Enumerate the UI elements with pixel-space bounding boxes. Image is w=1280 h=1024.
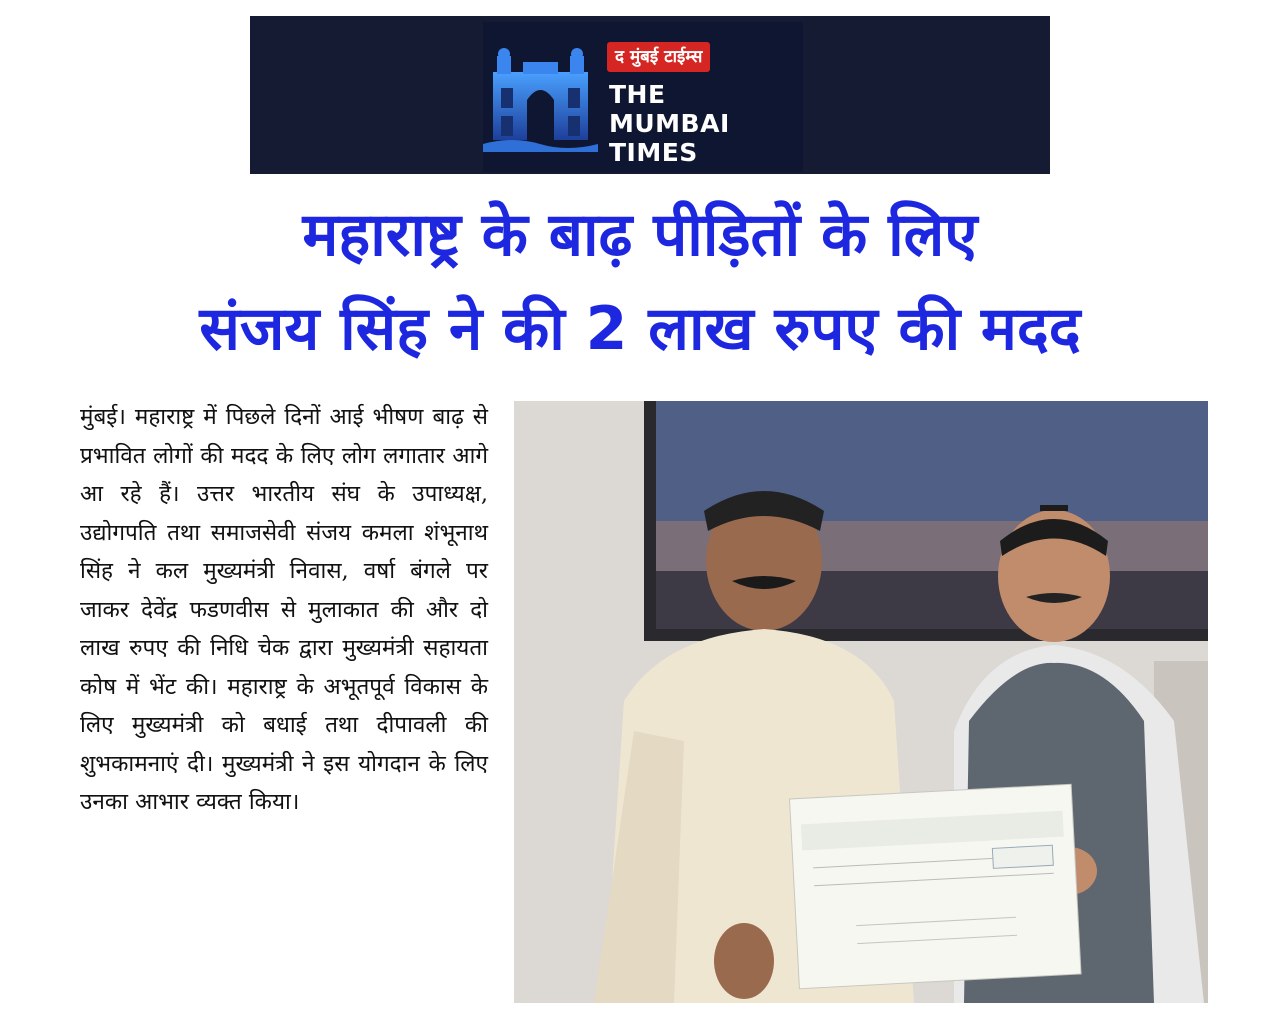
article-body: मुंबई। महाराष्ट्र में पिछले दिनों आई भीषण बाढ़ से प्रभावित लोगों की मदद के लिए लोग लगातार आगे आ रहे हैं। उत्तर भारतीय संघ के उपाध्यक्ष, उद्योगपति तथा समाजसेवी संजय कमला शंभूनाथ सिंह ने कल मुख्यमंत्री निवास, वर्षा बंगले पर जाकर देवेंद्र फडणवीस से मुलाकात की और दो लाख रुपए की निधि चेक द्वारा मुख्यमंत्री सहायता कोष में भेंट की। महाराष्ट्र के अभूतपूर्व विकास के लिए मुख्यमंत्री को बधाई तथा दीपावली की शुभकामनाएं दी। मुख्यमंत्री ने इस योगदान के लिए उनका आभार व्यक्त किया। bbox=[80, 404, 488, 815]
masthead-logo bbox=[483, 22, 803, 172]
brand-line-2: MUMBAI bbox=[609, 109, 730, 138]
masthead-banner bbox=[250, 16, 1050, 174]
masthead-brand-name bbox=[609, 80, 730, 167]
gateway-of-india-icon bbox=[483, 34, 598, 152]
news-photo bbox=[514, 401, 1208, 1003]
photo-illustration bbox=[514, 401, 1208, 1003]
cheque bbox=[789, 784, 1081, 988]
brand-line-3: TIMES bbox=[609, 138, 698, 167]
headline-line-2: संजय सिंह ने की 2 लाख रुपए की मदद bbox=[199, 294, 1081, 364]
brand-line-1: THE bbox=[609, 80, 666, 109]
masthead-hindi-name: द मुंबई टाईम्स bbox=[607, 42, 710, 72]
headline-line-1: महाराष्ट्र के बाढ़ पीड़ितों के लिए bbox=[302, 200, 978, 270]
